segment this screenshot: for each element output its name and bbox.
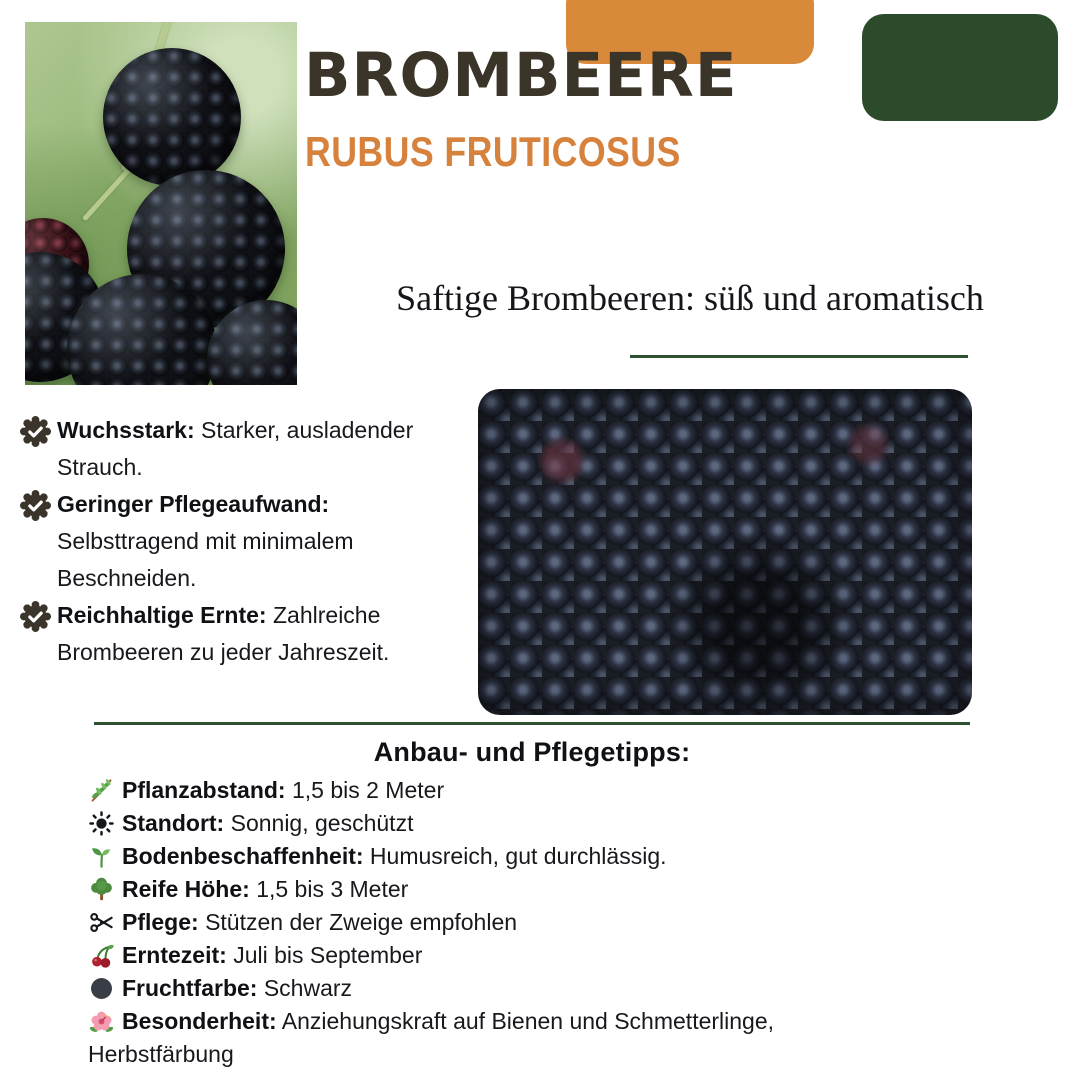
herb-icon (88, 777, 115, 804)
list-item: Bodenbeschaffenheit: Humusreich, gut durchlässig. (88, 840, 918, 873)
feature-text: Reichhaltige Ernte: Zahlreiche Brombeeren zu jeder Jahreszeit. (57, 602, 390, 665)
list-item (20, 412, 472, 486)
tips-list (88, 774, 918, 1071)
list-item: Pflege: Stützen der Zweige empfohlen (88, 906, 918, 939)
tagline-underline (630, 355, 968, 358)
blackberry (103, 48, 241, 186)
blackberry-branch-photo (25, 22, 297, 385)
section-divider (94, 722, 970, 725)
cherries-icon (88, 942, 115, 969)
list-item: Pflanzabstand: 1,5 bis 2 Meter (88, 774, 918, 807)
feature-text: Geringer Pflegeaufwand: Selbsttragend mit minimalem Beschneiden. (57, 491, 354, 591)
latin-name-subtitle: RUBUS FRUTICOSUS (305, 128, 681, 175)
list-item: Fruchtfarbe: Schwarz (88, 972, 918, 1005)
list-item: Erntezeit: Juli bis September (88, 939, 918, 972)
badge-check-icon (20, 601, 51, 632)
black-circle-icon (88, 975, 115, 1002)
badge-check-icon (20, 416, 51, 447)
tips-heading: Anbau- und Pflegetipps: (373, 737, 691, 767)
feature-text: Wuchsstark: Starker, ausladender Strauch. (57, 417, 414, 480)
hibiscus-icon (88, 1008, 115, 1035)
sun-icon (88, 810, 115, 837)
feature-list (20, 412, 472, 671)
page-title: BROMBEERE (304, 40, 738, 111)
badge-check-icon (20, 490, 51, 521)
list-item: Standort: Sonnig, geschützt (88, 807, 918, 840)
list-item (20, 486, 472, 597)
seedling-icon (88, 843, 115, 870)
green-accent-shape (862, 14, 1058, 121)
list-item: Reife Höhe: 1,5 bis 3 Meter (88, 873, 918, 906)
list-item: Besonderheit: Anziehungskraft auf Bienen und Schmetterlinge, Herbstfärbung (88, 1008, 775, 1067)
list-item (20, 597, 472, 671)
blackberry-closeup-photo (478, 389, 972, 715)
tagline: Saftige Brombeeren: süß und aromatisch (396, 278, 984, 318)
scissors-icon (88, 909, 115, 936)
tree-icon (88, 876, 115, 903)
